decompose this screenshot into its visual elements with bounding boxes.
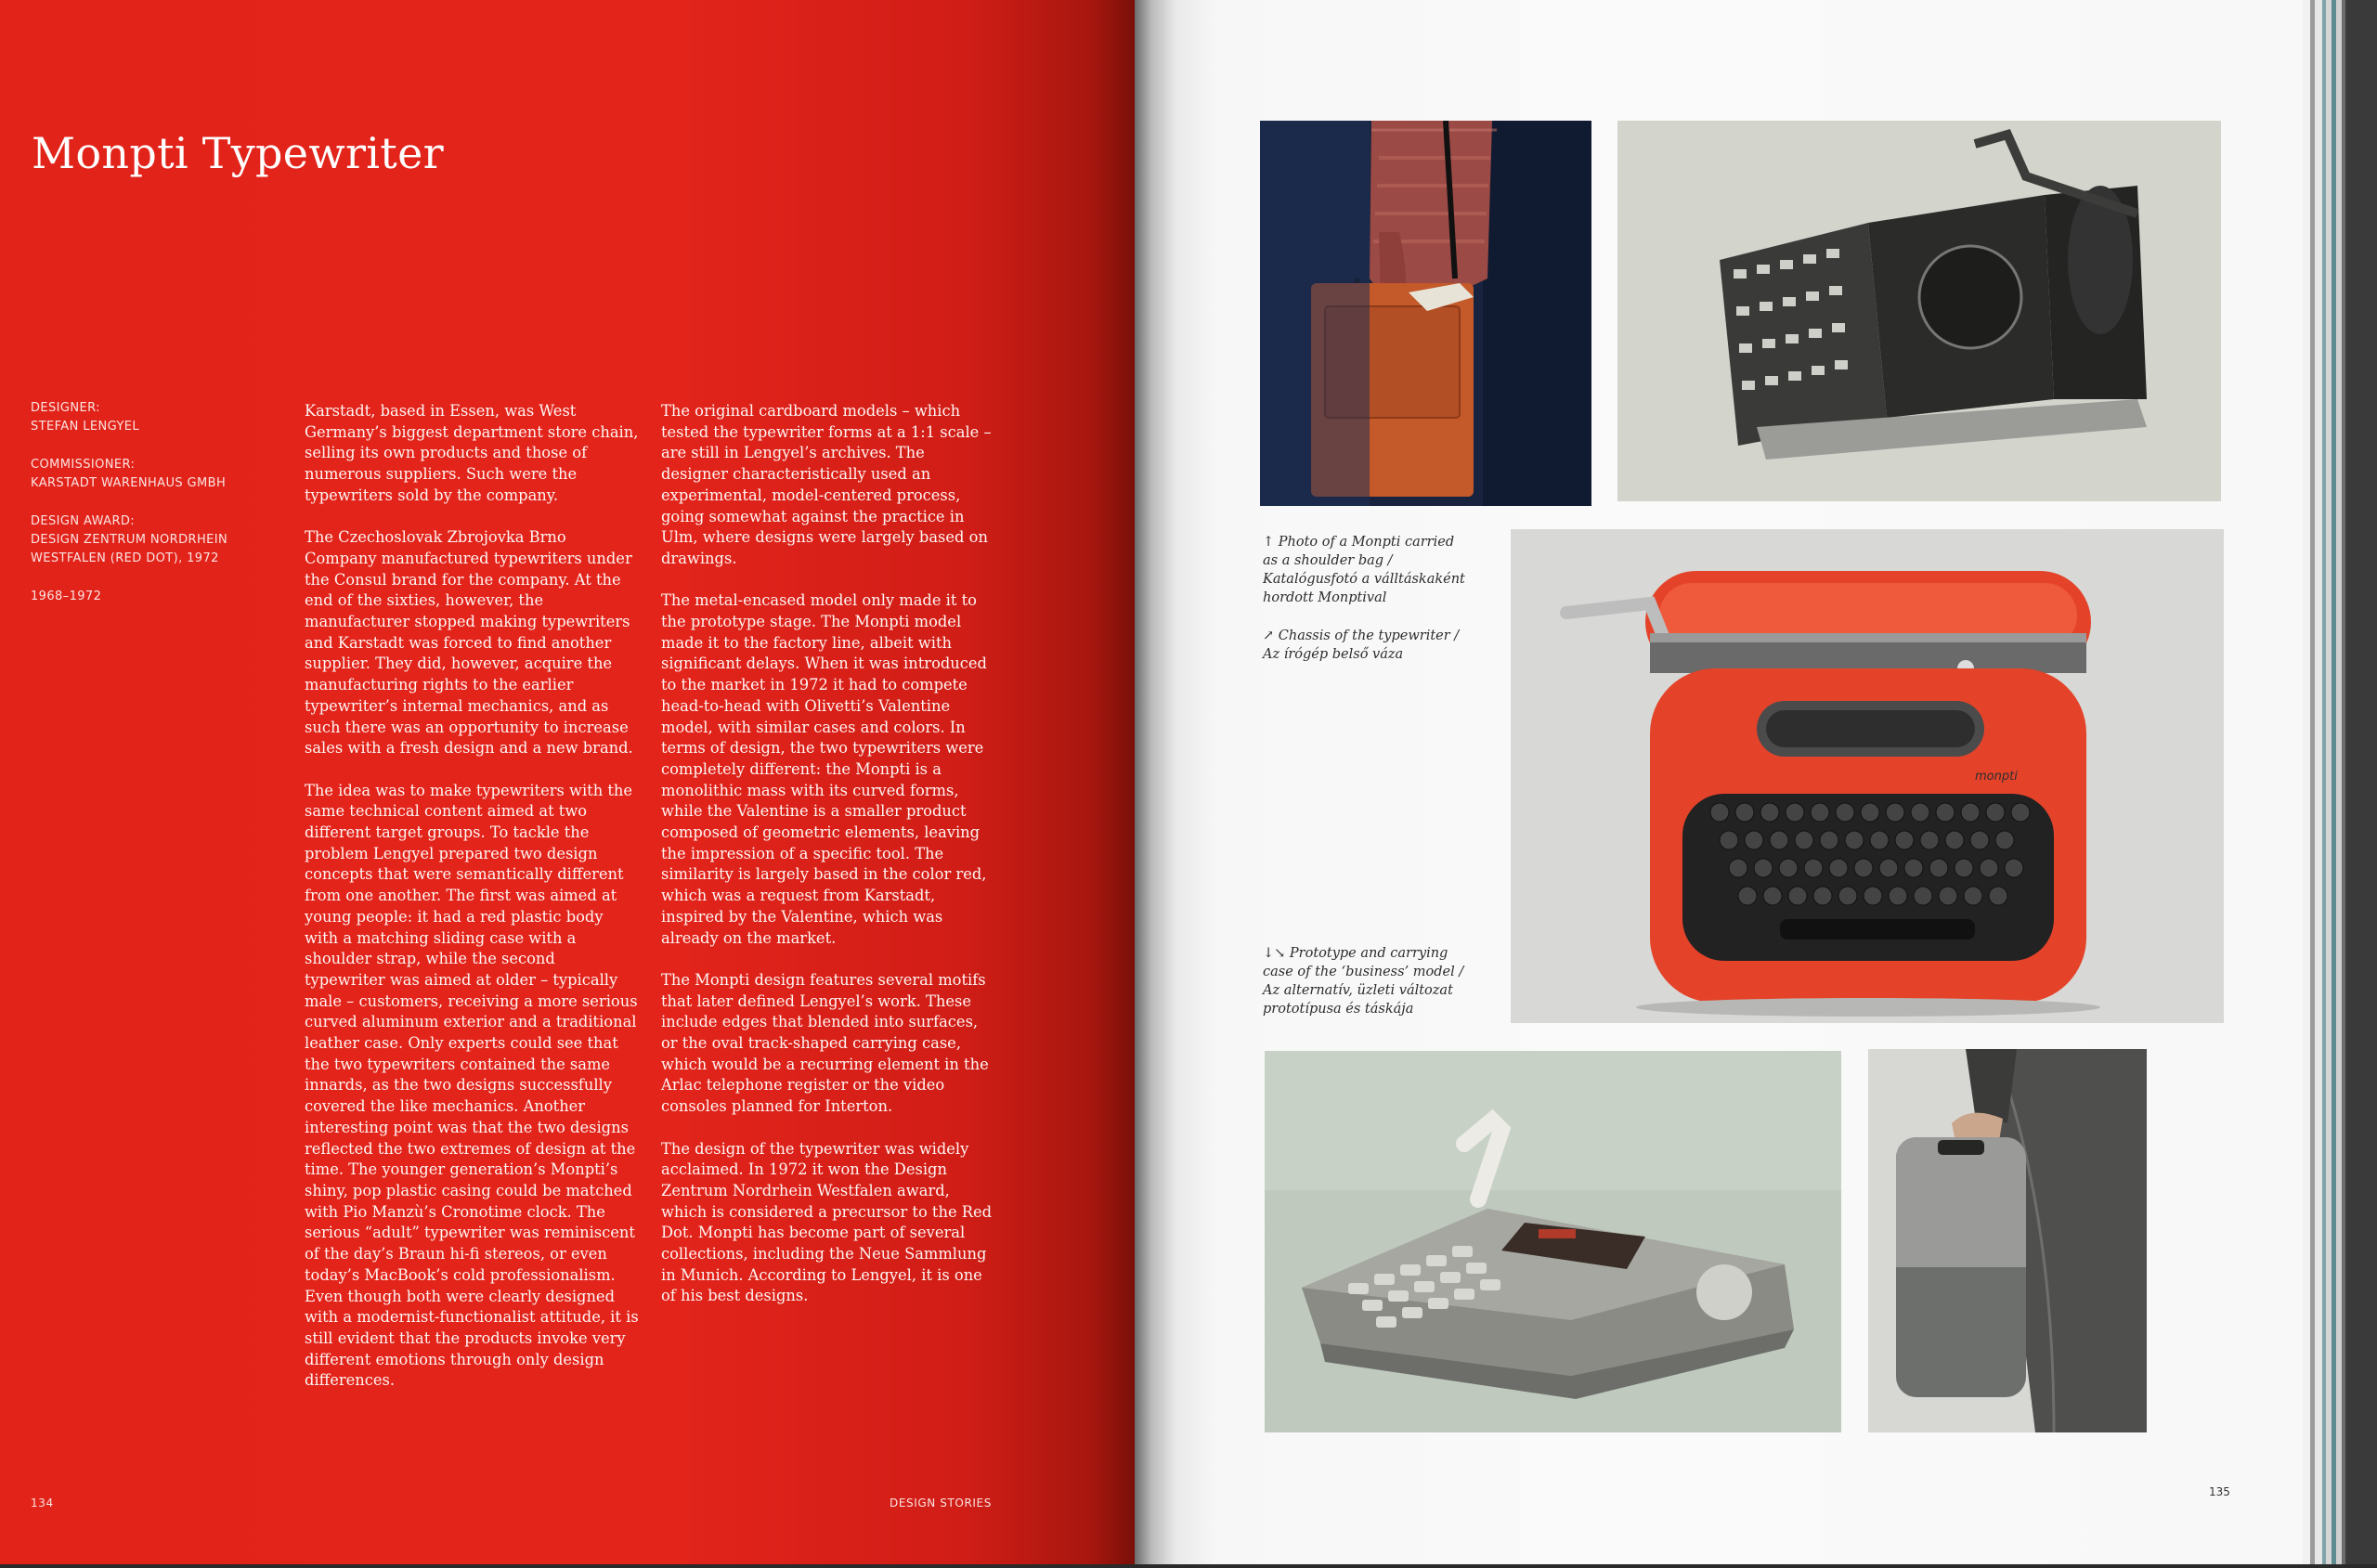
credit-designer — [31, 399, 244, 436]
right-page — [1135, 0, 2303, 1564]
credit-commissioner — [31, 456, 244, 493]
photo-red-monpti — [1511, 529, 2224, 1023]
credit-label: DESIGNER: — [31, 401, 100, 415]
credit-value: DESIGN ZENTRUM NORDRHEIN WESTFALEN (RED DOT), 1972 — [31, 533, 228, 565]
photo-carrying-case — [1868, 1049, 2147, 1432]
paragraph: The metal-encased model only made it to the prototype stage. The Monpti model made it to the factory line, albeit with significant delays. When it was introduced to the market in 1972 it had to compete head-to-head with Olivetti’s Valentine model, with similar cases and colors. In terms of design, the two typewriters were completely different: the Monpti is a monolithic mass with its curved forms, while the Valentine is a smaller product composed of geometric elements, leaving the impression of a specific tool. The similarity is largely based in the color red, which was a request from Karstadt, inspired by the Valentine, which was already on the market. — [661, 591, 987, 947]
paragraph: The original cardboard models – which tested the typewriter forms at a 1:1 scale – are still in Lengyel’s archives. The designer characteristically used an experimental, model-centered process, going somewhat against the practice in Ulm, where designs were largely based on drawings. — [661, 402, 992, 567]
caption-business-model: ↓↘ Prototype and carrying case of the ‘business’ model / Az alternatív, üzleti változat prototípusa és táskája — [1263, 946, 1464, 1017]
article-title: Monpti Typewriter — [32, 128, 444, 178]
paragraph: Karstadt, based in Essen, was West Germany’s biggest department store chain, selling its own products and those of numerous suppliers. Such were the typewriters sold by the company. — [305, 402, 639, 504]
section-name: DESIGN STORIES — [890, 1497, 992, 1510]
photo-business-model — [1265, 1051, 1841, 1432]
credit-label: DESIGN AWARD: — [31, 514, 136, 528]
credit-value: 1968–1972 — [31, 590, 102, 603]
body-column-2 — [661, 401, 995, 1328]
paragraph: The design of the typewriter was widely acclaimed. In 1972 it won the Design Zentrum Nordrhein Westfalen award, which is considered a precursor to the Red Dot. Monpti has become part of several collections, including the Neue Sammlung in Munich. According to Lengyel, it is one of his best designs. — [661, 1139, 993, 1305]
page-number-right: 135 — [2209, 1485, 2230, 1498]
body-column-1 — [305, 401, 639, 1413]
credits-block — [31, 399, 244, 626]
left-page — [0, 0, 1135, 1564]
credit-label: COMMISSIONER: — [31, 458, 136, 472]
credit-years — [31, 588, 244, 606]
caption-chassis: ↗ Chassis of the typewriter / Az írógép belső váza — [1263, 628, 1460, 662]
photo-chassis — [1617, 121, 2221, 501]
caption-shoulder-bag: ↑ Photo of a Monpti carried as a shoulder bag / Katalógusfotó a válltáskaként hordott Monptival — [1263, 535, 1465, 605]
credit-value: KARSTADT WARENHAUS GMBH — [31, 476, 227, 490]
credit-award — [31, 512, 244, 568]
paragraph: The Czechoslovak Zbrojovka Brno Company manufactured typewriters under the Consul brand for the company. At the end of the sixties, however, the manufacturer stopped making typewriters and Karstadt was forced to find another supplier. They did, however, acquire the manufacturing rights to the earlier typewriter’s internal mechanics, and as such there was an opportunity to increase sales with a fresh design and a new brand. — [305, 528, 633, 758]
paragraph: The Monpti design features several motifs that later defined Lengyel’s work. These include edges that blended into surfaces, or the oval track-shaped carrying case, which would be a recurring element in the Arlac telephone register or the video consoles planned for Interton. — [661, 970, 989, 1116]
typewriter-brand-label: monpti — [1975, 770, 2018, 784]
paragraph: The idea was to make typewriters with the same technical content aimed at two different target groups. To tackle the problem Lengyel prepared two design concepts that were semantically different from one another. The first was aimed at young people: it had a red plastic body with a matching sliding case with a shoulder strap, while the second typewriter was aimed at older – typically male – customers, receiving a more serious curved aluminum exterior and a traditional leather case. Only experts could see that the two typewriters contained the same innards, as the two designs successfully covered the like mechanics. Another interesting point was that the two designs reflected the two extremes of design at the time. The younger generation’s Monpti’s shiny, pop plastic casing could be matched with Pio Manzù’s Cronotime clock. The serious “adult” typewriter was reminiscent of the day’s Braun hi-fi stereos, or even today’s MacBook’s cold professionalism. Even though both were clearly designed with a modernist-functionalist attitude, it is still evident that the products invoke very different emotions through only design differences. — [305, 781, 639, 1390]
book-page-edge — [2303, 0, 2377, 1564]
page-number-left: 134 — [31, 1497, 54, 1510]
photo-shoulder-bag — [1260, 121, 1591, 506]
credit-value: STEFAN LENGYEL — [31, 420, 140, 434]
